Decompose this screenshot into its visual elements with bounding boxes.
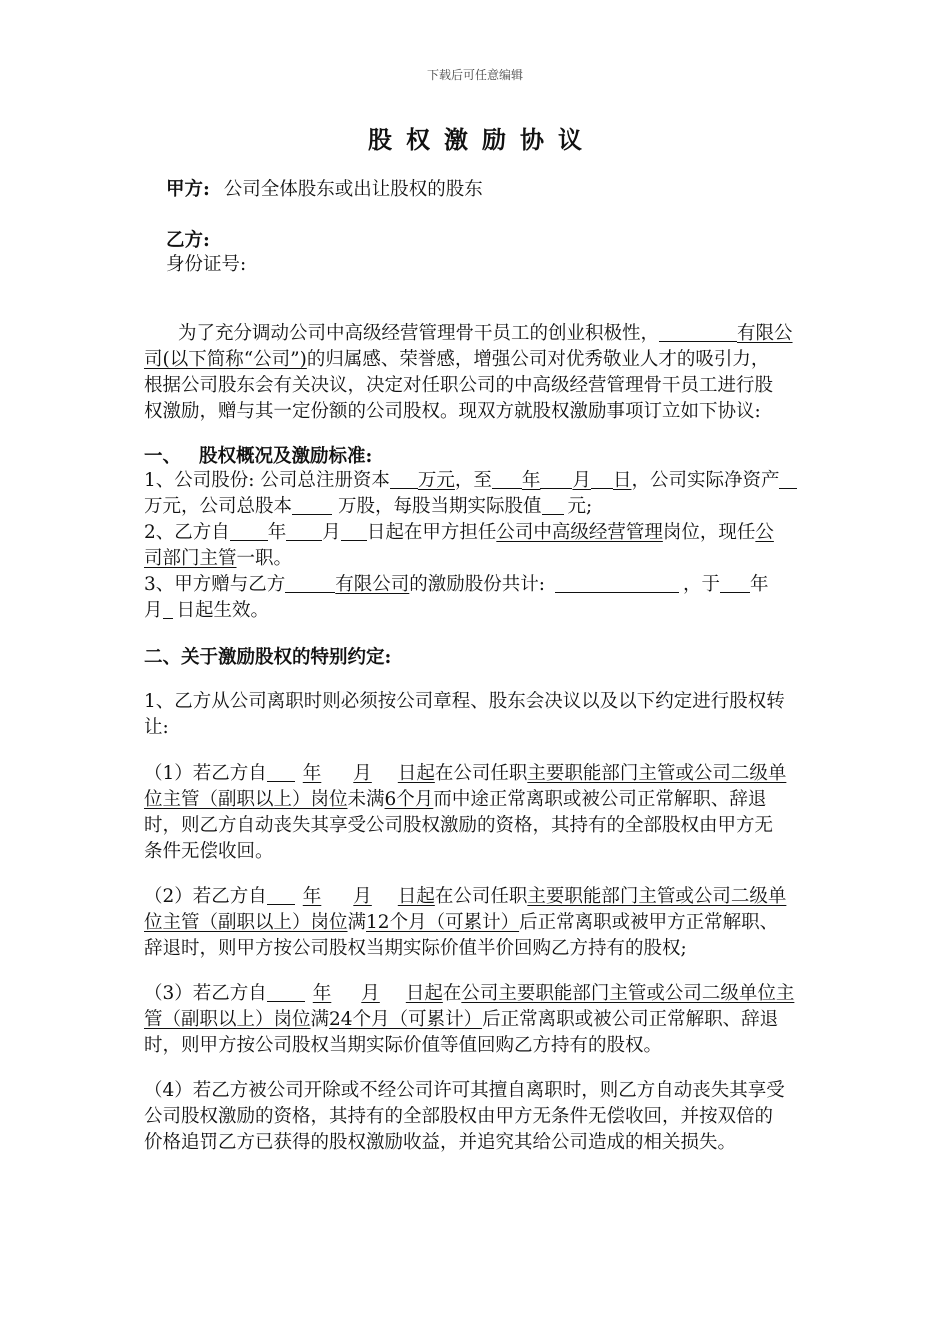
clause-4-line-2: 公司股权激励的资格，其持有的全部股权由甲方无条件无偿收回，并按双倍的 xyxy=(144,1106,774,1127)
clause-text: （3）若乙方自 xyxy=(144,983,267,1004)
company-suffix: 有限公 xyxy=(737,323,793,344)
blank xyxy=(267,884,295,905)
blank xyxy=(542,494,564,515)
item-text: ，至 xyxy=(454,470,492,491)
page-header: 下载后可任意编辑 xyxy=(426,68,523,82)
clause-4-line-3: 价格追罚乙方已获得的股权激励收益，并追究其给公司造成的相关损失。 xyxy=(144,1132,737,1153)
clause-underlined: 管（副职以上）岗位 xyxy=(144,1009,311,1030)
unit: 月 xyxy=(353,886,372,907)
party-a-label: 甲方: xyxy=(166,179,210,200)
party-a-value: 公司全体股东或出让股权的股东 xyxy=(223,179,483,200)
id-number-label: 身份证号: xyxy=(166,254,247,275)
s2-para-1-line-1: 1、乙方从公司离职时则必须按公司章程、股东会决议以及以下约定进行股权转 xyxy=(144,691,785,712)
unit: 月 xyxy=(572,470,591,491)
unit: 年 xyxy=(312,983,332,1004)
blank xyxy=(341,520,367,541)
section-1-heading xyxy=(144,442,372,468)
clause-underlined: 位主管（副职以上）岗位 xyxy=(144,912,348,933)
unit: 万元 xyxy=(417,470,455,491)
clause-underlined: 12个月（可累计） xyxy=(366,912,520,933)
unit: 年 xyxy=(521,470,541,491)
unit: 年 xyxy=(302,763,322,784)
clause-1-line-2 xyxy=(144,786,766,813)
s1-item-1-line-2 xyxy=(144,493,592,520)
section-2-heading: 二、关于激励股权的特别约定: xyxy=(144,647,392,668)
clause-1-line-4: 条件无偿收回。 xyxy=(144,841,274,862)
s1-item-1-line-1 xyxy=(144,467,797,494)
clause-underlined: 6个月 xyxy=(384,789,434,810)
s1-item-2-line-1 xyxy=(144,519,774,546)
item-text: 的激励股份共计: xyxy=(409,574,546,595)
unit: 日起 xyxy=(397,763,435,784)
blank xyxy=(591,468,613,489)
clause-3-line-2 xyxy=(144,1006,778,1033)
clause-text: 在 xyxy=(442,983,462,1004)
blank xyxy=(286,520,322,541)
blank xyxy=(492,468,522,489)
party-a-line xyxy=(166,176,483,203)
blank xyxy=(390,468,418,489)
blank xyxy=(267,981,305,1002)
clause-text: （1）若乙方自 xyxy=(144,763,267,784)
clause-3-line-3: 时，则甲方按公司股权当期实际价值等值回购乙方持有的股权。 xyxy=(144,1035,663,1056)
unit: 月 xyxy=(353,763,372,784)
unit: 年 xyxy=(750,574,769,595)
blank xyxy=(285,572,335,593)
clause-underlined: 主要职能部门主管或公司二级单 xyxy=(527,886,787,907)
item-text: ，于 xyxy=(683,574,721,595)
clause-text: 而中途正常离职或被公司正常解职、辞退 xyxy=(433,789,767,810)
unit: 月 xyxy=(144,600,163,621)
intro-text: 的归属感、荣誉感，增强公司对优秀敬业人才的吸引力， xyxy=(306,349,770,370)
intro-line-4: 权激励，赠与其一定份额的公司股权。现双方就股权激励事项订立如下协议: xyxy=(144,401,761,422)
company-abbrev: 司(以下简称“公司”) xyxy=(144,349,307,370)
clause-2-line-2 xyxy=(144,909,778,936)
clause-2-line-3: 辞退时，则甲方按公司股权当期实际价值半价回购乙方持有的股权; xyxy=(144,938,687,959)
clause-4-line-1: （4）若乙方被公司开除或不经公司许可其擅自离职时，则乙方自动丧失其享受 xyxy=(144,1080,785,1101)
item-text: 万元，公司总股本 xyxy=(144,496,293,517)
unit: 年 xyxy=(267,522,287,543)
blank xyxy=(230,520,268,541)
party-b-label: 乙方: xyxy=(166,230,210,251)
intro-line-3: 根据公司股东会有关决议，决定对任职公司的中高级经营管理骨干员工进行股 xyxy=(144,375,774,396)
clause-underlined: 24个月（可累计） xyxy=(329,1009,483,1030)
clause-underlined: 主要职能部门主管或公司二级单 xyxy=(527,763,787,784)
section-number: 一、 xyxy=(144,446,182,467)
item-text: ，公司实际净资产 xyxy=(631,470,780,491)
clause-text: 在公司任职 xyxy=(434,886,528,907)
blank xyxy=(779,468,797,489)
clause-text: 满 xyxy=(310,1009,330,1030)
clause-underlined: 位主管（副职以上）岗位 xyxy=(144,789,348,810)
clause-2-line-1 xyxy=(144,883,786,910)
clause-text: （2）若乙方自 xyxy=(144,886,267,907)
unit: 日起 xyxy=(397,886,435,907)
item-text: 万股，每股当期实际股值 xyxy=(338,496,542,517)
intro-text: 为了充分调动公司中高级经营管理骨干员工的创业积极性， xyxy=(178,323,660,344)
s1-item-2-line-2 xyxy=(144,545,292,572)
intro-line-2 xyxy=(144,346,769,373)
section-title: 股权概况及激励标准: xyxy=(199,446,373,467)
clause-text: 后正常离职或被甲方正常解职、 xyxy=(519,912,779,933)
unit: 日 xyxy=(612,470,632,491)
unit: 日起 xyxy=(405,983,443,1004)
blank xyxy=(292,494,332,515)
position-text: 司部门主管 xyxy=(144,548,237,569)
unit: 月 xyxy=(361,983,380,1004)
clause-text: 后正常离职或被公司正常解职、辞退 xyxy=(482,1009,779,1030)
blank xyxy=(540,468,572,489)
s1-item-3-line-1 xyxy=(144,571,769,598)
item-text: 岗位，现任 xyxy=(662,522,756,543)
clause-text: 满 xyxy=(347,912,367,933)
blank xyxy=(267,761,295,782)
item-text: 元; xyxy=(567,496,593,517)
s1-item-3-line-2 xyxy=(144,597,269,624)
clause-1-line-3: 时，则乙方自动丧失其享受公司股权激励的资格，其持有的全部股权由甲方无 xyxy=(144,815,774,836)
company-name-blank xyxy=(659,321,737,342)
clause-1-line-1 xyxy=(144,760,786,787)
clause-text: 在公司任职 xyxy=(434,763,528,784)
clause-3-line-1 xyxy=(144,980,794,1007)
blank xyxy=(163,598,173,619)
company-text: 有限公司 xyxy=(335,574,410,595)
s2-para-1-line-2: 让: xyxy=(144,717,169,738)
unit: 年 xyxy=(302,886,322,907)
item-text: 1、公司股份: 公司总注册资本 xyxy=(144,470,390,491)
clause-text: 未满 xyxy=(347,789,385,810)
blank xyxy=(720,572,750,593)
position-text: 公司中高级经营管理 xyxy=(496,522,663,543)
document-title: 股权激励协议 xyxy=(368,125,596,154)
blank xyxy=(555,572,679,593)
position-text: 公 xyxy=(755,522,774,543)
item-text: 2、乙方自 xyxy=(144,522,230,543)
clause-underlined: 公司主要职能部门主管或公司二级单位主 xyxy=(461,983,795,1004)
item-text: 3、甲方赠与乙方 xyxy=(144,574,286,595)
unit: 月 xyxy=(322,522,341,543)
item-text: 一职。 xyxy=(236,548,293,569)
item-text: 日起在甲方担任 xyxy=(366,522,497,543)
intro-line-1 xyxy=(178,320,793,347)
item-text: 日起生效。 xyxy=(176,600,270,621)
